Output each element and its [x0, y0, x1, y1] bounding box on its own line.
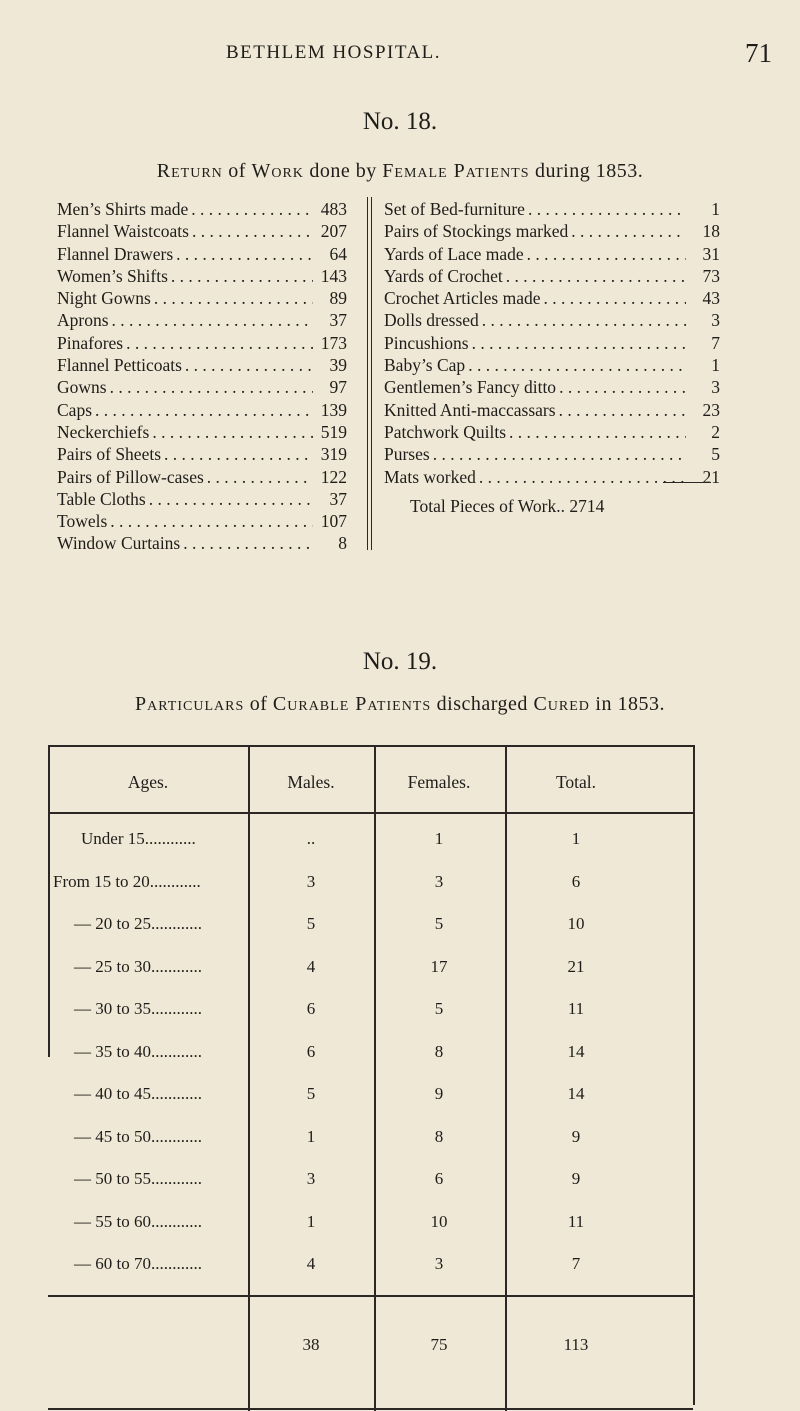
work-item-label: Flannel Petticoats [57, 355, 182, 376]
work-item-count: 37 [329, 310, 347, 331]
leader-dots [151, 287, 313, 309]
column-header: Total. [555, 772, 597, 792]
work-item [384, 287, 720, 309]
table-rule [48, 1408, 693, 1410]
leader-dots [503, 265, 686, 287]
work-item-label: Men’s Shirts made [57, 199, 189, 219]
work-item-count: 89 [329, 288, 347, 309]
table-cell: 3 [306, 1169, 316, 1188]
column-header: Females. [407, 772, 471, 792]
work-item-label: Pincushions [384, 332, 469, 353]
leader-dots [556, 376, 686, 398]
table-cell: 5 [434, 999, 444, 1018]
work-item-count: 483 [320, 199, 347, 219]
table-cell: 5 [434, 914, 444, 933]
work-item-label: Set of Bed-furniture [384, 199, 525, 219]
age-range-cell: — 40 to 45............ [74, 1084, 202, 1103]
work-item [57, 443, 347, 465]
table-cell: 14 [567, 1041, 585, 1061]
work-item-label: Crochet Articles made [384, 288, 541, 309]
work-item [384, 443, 720, 465]
work-item-label: Yards of Lace made [384, 243, 524, 264]
work-list-left [57, 198, 347, 555]
table-rule [48, 1295, 693, 1297]
work-item-label: Gentlemen’s Fancy ditto [384, 377, 557, 398]
work-item-count: 139 [320, 399, 347, 420]
work-item-label: Night Gowns [57, 288, 151, 309]
work-item [384, 332, 720, 354]
work-item-count: 3 [711, 377, 720, 398]
work-item-count: 73 [702, 265, 720, 286]
table-rule [48, 745, 50, 1057]
leader-dots [469, 332, 686, 354]
table-rule [693, 745, 695, 1405]
work-item [384, 399, 720, 421]
work-item-count: 18 [702, 221, 720, 242]
leader-dots [506, 421, 686, 443]
work-item-label: Neckerchiefs [57, 421, 150, 442]
total-cell: 38 [302, 1335, 320, 1354]
work-item-label: Knitted Anti-maccassars [384, 399, 556, 420]
work-item [57, 532, 347, 554]
table-rule [248, 745, 250, 1411]
leader-dots [109, 309, 313, 331]
work-item [57, 265, 347, 287]
work-item [384, 466, 720, 488]
table-cell: 3 [306, 871, 316, 891]
work-item-count: 3 [711, 310, 720, 331]
work-item-count: 8 [338, 533, 347, 554]
work-item-count: 21 [702, 466, 720, 487]
discharge-table [48, 745, 698, 1411]
work-item-count: 1 [711, 355, 720, 376]
leader-dots [189, 220, 313, 242]
work-item-count: 23 [702, 399, 720, 420]
work-total-label: Total Pieces of Work.. [410, 496, 565, 516]
work-item-label: Yards of Crochet [384, 265, 503, 286]
table-cell: 9 [571, 1126, 581, 1146]
leader-dots [479, 309, 686, 331]
column-divider [367, 197, 368, 550]
work-item-label: Towels [57, 511, 108, 532]
table-cell: 9 [434, 1084, 444, 1103]
running-title: BETHLEM HOSPITAL. [226, 42, 442, 63]
age-range-cell: Under 15............ [81, 829, 196, 848]
work-item [57, 488, 347, 510]
work-item-label: Flannel Waistcoats [57, 221, 189, 242]
age-range-cell: — 60 to 70............ [74, 1254, 202, 1273]
work-item [57, 510, 347, 532]
table-cell: 10 [567, 914, 585, 933]
work-item-label: Flannel Drawers [57, 243, 174, 264]
work-item-label: Dolls dressed [384, 310, 479, 331]
work-item [384, 354, 720, 376]
table-cell: 6 [306, 1041, 316, 1061]
table-cell: 4 [306, 1254, 316, 1273]
page-number: 71 [745, 38, 772, 68]
work-item-label: Aprons [57, 310, 109, 331]
table-cell: 11 [567, 999, 585, 1018]
leader-dots [556, 399, 686, 421]
table-rule [505, 745, 507, 1411]
table-cell: 10 [430, 1211, 448, 1231]
work-item [57, 198, 347, 220]
leader-dots [107, 510, 313, 532]
work-item [57, 466, 347, 488]
table-cell: 1 [434, 829, 444, 848]
age-range-cell: — 50 to 55............ [74, 1169, 202, 1188]
work-item [384, 265, 720, 287]
leader-dots [182, 354, 313, 376]
work-item-label: Baby’s Cap [384, 355, 466, 376]
table-cell: .. [306, 829, 316, 848]
section-18-title: Return of Work done by Female Patients during 1853. [156, 160, 644, 182]
leader-dots [568, 220, 686, 242]
table-cell: 3 [434, 871, 444, 891]
work-item [57, 309, 347, 331]
leader-dots [92, 399, 313, 421]
work-item-label: Gowns [57, 377, 107, 398]
work-item-label: Patchwork Quilts [384, 421, 507, 442]
total-cell: 75 [430, 1335, 448, 1354]
sum-rule [663, 482, 711, 483]
leader-dots [168, 265, 313, 287]
work-item-count: 7 [711, 332, 720, 353]
work-item [384, 243, 720, 265]
section-19-title: Particulars of Curable Patients discharged Cured in 1853. [135, 693, 665, 715]
table-cell: 7 [571, 1254, 581, 1273]
table-cell: 1 [571, 829, 581, 848]
work-item [57, 376, 347, 398]
age-range-cell: — 55 to 60............ [74, 1211, 202, 1231]
leader-dots [180, 532, 313, 554]
work-item [384, 198, 720, 220]
work-item [57, 287, 347, 309]
work-item-label: Pairs of Stockings marked [384, 221, 569, 242]
table-cell: 4 [306, 956, 316, 976]
work-item [384, 220, 720, 242]
work-item [57, 399, 347, 421]
table-cell: 11 [567, 1211, 585, 1231]
work-item-label: Pairs of Sheets [57, 444, 162, 465]
work-item [384, 309, 720, 331]
age-range-cell: — 30 to 35............ [74, 999, 202, 1018]
work-item-label: Caps [57, 399, 92, 420]
leader-dots [430, 443, 686, 465]
table-cell: 8 [434, 1126, 444, 1146]
total-cell: 113 [563, 1335, 589, 1354]
work-item-count: 1 [711, 199, 720, 219]
work-item-label: Women’s Shifts [57, 265, 168, 286]
table-cell: 6 [434, 1169, 444, 1188]
work-item [384, 421, 720, 443]
work-item [57, 332, 347, 354]
leader-dots [123, 332, 313, 354]
table-cell: 5 [306, 914, 316, 933]
work-item-count: 173 [320, 332, 347, 353]
table-cell: 21 [567, 956, 585, 976]
leader-dots [204, 466, 313, 488]
work-item-count: 5 [711, 444, 720, 465]
work-item-label: Table Cloths [57, 488, 146, 509]
work-item-label: Mats worked [384, 466, 476, 487]
leader-dots [149, 421, 313, 443]
leader-dots [161, 443, 313, 465]
column-header: Ages. [127, 772, 169, 792]
column-header: Males. [287, 772, 335, 792]
age-range-cell: — 25 to 30............ [74, 956, 202, 976]
work-item-label: Window Curtains [57, 533, 181, 554]
table-cell: 3 [434, 1254, 444, 1273]
column-divider [371, 197, 372, 550]
work-item [57, 421, 347, 443]
work-item-label: Purses [384, 444, 430, 465]
table-cell: 1 [306, 1211, 316, 1231]
leader-dots [524, 243, 686, 265]
work-item [57, 243, 347, 265]
leader-dots [465, 354, 686, 376]
work-item-count: 39 [329, 355, 347, 376]
work-item [384, 376, 720, 398]
work-item-count: 37 [329, 488, 347, 509]
age-range-cell: — 35 to 40............ [74, 1041, 202, 1061]
table-rule [48, 812, 693, 814]
table-cell: 5 [306, 1084, 316, 1103]
table-cell: 6 [571, 871, 581, 891]
work-item-count: 319 [320, 444, 347, 465]
age-range-cell: — 20 to 25............ [74, 914, 202, 933]
work-item-count: 143 [320, 265, 347, 286]
work-item [57, 354, 347, 376]
work-item-count: 64 [329, 243, 347, 264]
table-cell: 9 [571, 1169, 581, 1188]
work-total-value: 2714 [569, 496, 605, 516]
work-item [57, 220, 347, 242]
work-item-count: 122 [320, 466, 347, 487]
section-18-number: No. 18. [362, 108, 438, 135]
leader-dots [188, 198, 313, 220]
work-item-count: 97 [329, 377, 347, 398]
leader-dots [107, 376, 313, 398]
table-rule [48, 745, 693, 747]
table-cell: 14 [567, 1084, 585, 1103]
work-item-label: Pairs of Pillow-cases [57, 466, 204, 487]
work-item-count: 207 [320, 221, 347, 242]
leader-dots [173, 243, 313, 265]
leader-dots [525, 198, 686, 220]
table-rule [374, 745, 376, 1411]
work-item-count: 519 [320, 421, 347, 442]
work-list-right [384, 198, 720, 488]
running-head [0, 38, 800, 72]
age-range-cell: From 15 to 20............ [53, 871, 201, 891]
table-cell: 6 [306, 999, 316, 1018]
work-total [410, 496, 604, 517]
work-item-label: Pinafores [57, 332, 124, 353]
leader-dots [540, 287, 686, 309]
work-item-count: 43 [702, 288, 720, 309]
leader-dots [146, 488, 313, 510]
table-cell: 8 [434, 1041, 444, 1061]
work-item-count: 107 [320, 511, 347, 532]
table-cell: 17 [430, 956, 448, 976]
leader-dots [476, 466, 686, 488]
section-19-number: No. 19. [362, 648, 438, 675]
work-item-count: 31 [702, 243, 720, 264]
table-cell: 1 [306, 1126, 316, 1146]
work-item-count: 2 [711, 421, 720, 442]
age-range-cell: — 45 to 50............ [74, 1126, 202, 1146]
